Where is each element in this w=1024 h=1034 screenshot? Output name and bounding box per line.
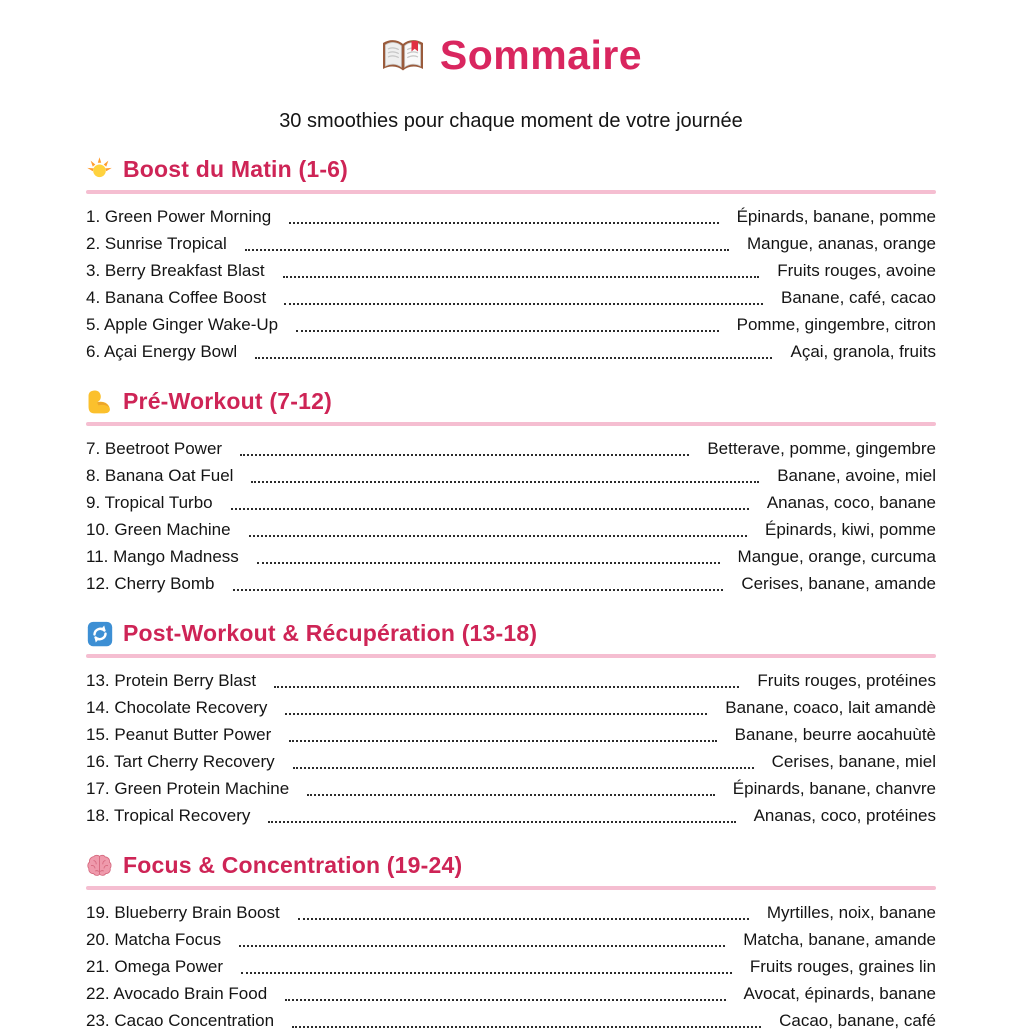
section-underline <box>86 654 936 658</box>
toc-row <box>86 489 936 516</box>
section-items <box>86 203 936 365</box>
toc-row <box>86 284 936 311</box>
item-ingredients: Pomme, gingembre, citron <box>736 315 936 334</box>
dotted-leader <box>249 535 747 537</box>
section-3 <box>86 620 936 829</box>
item-ingredients: Matcha, banane, amande <box>743 930 936 949</box>
item-label: 22. Avocado Brain Food <box>86 984 268 1003</box>
item-ingredients: Avocat, épinards, banane <box>743 984 936 1003</box>
section-title: Post-Workout & Récupération (13-18) <box>123 620 538 646</box>
toc-row <box>86 694 936 721</box>
toc-row <box>86 899 936 926</box>
section-underline <box>86 190 936 194</box>
item-ingredients: Myrtilles, noix, banane <box>766 903 936 922</box>
dotted-leader <box>298 918 749 920</box>
section-items <box>86 435 936 597</box>
sunrise-icon <box>86 156 113 183</box>
item-label: 20. Matcha Focus <box>86 930 222 949</box>
dotted-leader <box>241 972 732 974</box>
flexed-biceps-icon-slot <box>86 388 113 415</box>
dotted-leader <box>245 249 729 251</box>
page-title-row <box>86 32 936 79</box>
toc-row <box>86 230 936 257</box>
item-label: 14. Chocolate Recovery <box>86 698 268 717</box>
section-2 <box>86 388 936 597</box>
dotted-leader <box>251 481 759 483</box>
toc-row <box>86 257 936 284</box>
item-label: 4. Banana Coffee Boost <box>86 288 267 307</box>
toc-row <box>86 570 936 597</box>
dotted-leader <box>257 562 720 564</box>
toc-row <box>86 435 936 462</box>
dotted-leader <box>289 222 718 224</box>
toc-row <box>86 462 936 489</box>
dotted-leader <box>283 276 760 278</box>
item-ingredients: Fruits rouges, graines lin <box>749 957 936 976</box>
section-header <box>86 156 936 183</box>
item-label: 9. Tropical Turbo <box>86 493 213 512</box>
toc-row <box>86 953 936 980</box>
item-label: 15. Peanut Butter Power <box>86 725 272 744</box>
item-ingredients: Betterave, pomme, gingembre <box>707 439 936 458</box>
item-ingredients: Ananas, coco, banane <box>766 493 936 512</box>
toc-row <box>86 980 936 1007</box>
item-label: 2. Sunrise Tropical <box>86 234 227 253</box>
toc-row <box>86 775 936 802</box>
dotted-leader <box>285 713 707 715</box>
sunrise-icon-slot <box>86 156 113 183</box>
section-underline <box>86 886 936 890</box>
dotted-leader <box>293 767 754 769</box>
section-4 <box>86 852 936 1034</box>
toc-row <box>86 721 936 748</box>
arrows-cycle-icon-slot <box>86 620 113 647</box>
item-ingredients: Banane, coaco, lait amandè <box>725 698 936 717</box>
dotted-leader <box>307 794 715 796</box>
item-ingredients: Épinards, banane, chanvre <box>732 779 936 798</box>
brain-icon <box>86 853 113 878</box>
section-title: Pré-Workout (7-12) <box>123 388 332 414</box>
toc-row <box>86 338 936 365</box>
flexed-biceps-icon <box>86 388 113 415</box>
toc-row <box>86 926 936 953</box>
toc-row <box>86 203 936 230</box>
item-label: 1. Green Power Morning <box>86 207 272 226</box>
section-title: Focus & Concentration (19-24) <box>123 852 463 878</box>
dotted-leader <box>284 303 763 305</box>
dotted-leader <box>268 821 735 823</box>
toc-row <box>86 543 936 570</box>
item-label: 21. Omega Power <box>86 957 224 976</box>
item-label: 8. Banana Oat Fuel <box>86 466 234 485</box>
item-ingredients: Épinards, banane, pomme <box>736 207 936 226</box>
dotted-leader <box>274 686 739 688</box>
item-ingredients: Cerises, banane, amande <box>741 574 936 593</box>
item-label: 7. Beetroot Power <box>86 439 223 458</box>
item-label: 3. Berry Breakfast Blast <box>86 261 265 280</box>
toc-row <box>86 1007 936 1034</box>
dotted-leader <box>233 589 724 591</box>
dotted-leader <box>255 357 772 359</box>
brain-icon-slot <box>86 852 113 879</box>
sections <box>86 156 936 1034</box>
dotted-leader <box>285 999 725 1001</box>
item-label: 16. Tart Cherry Recovery <box>86 752 275 771</box>
item-ingredients: Banane, café, cacao <box>780 288 936 307</box>
toc-row <box>86 516 936 543</box>
arrows-cycle-icon <box>87 621 113 647</box>
open-book-icon <box>380 36 426 76</box>
section-header <box>86 852 936 879</box>
section-underline <box>86 422 936 426</box>
dotted-leader <box>240 454 689 456</box>
section-items <box>86 667 936 829</box>
dotted-leader <box>289 740 716 742</box>
item-ingredients: Cacao, banane, café <box>779 1011 936 1030</box>
toc-row <box>86 667 936 694</box>
item-ingredients: Açai, granola, fruits <box>790 342 936 361</box>
toc-row <box>86 748 936 775</box>
item-ingredients: Fruits rouges, protéines <box>757 671 936 690</box>
section-title: Boost du Matin (1-6) <box>123 156 349 182</box>
item-label: 23. Cacao Concentration <box>86 1011 275 1030</box>
item-label: 11. Mango Madness <box>86 547 239 566</box>
section-1 <box>86 156 936 365</box>
item-ingredients: Cerises, banane, miel <box>771 752 936 771</box>
item-label: 5. Apple Ginger Wake-Up <box>86 315 279 334</box>
item-ingredients: Banane, beurre aocahuùtè <box>734 725 936 744</box>
item-ingredients: Mangue, ananas, orange <box>746 234 936 253</box>
item-ingredients: Banane, avoine, miel <box>777 466 936 485</box>
section-header <box>86 620 936 647</box>
toc-row <box>86 311 936 338</box>
item-label: 13. Protein Berry Blast <box>86 671 257 690</box>
dotted-leader <box>292 1026 761 1028</box>
item-label: 6. Açai Energy Bowl <box>86 342 238 361</box>
dotted-leader <box>239 945 725 947</box>
toc-row <box>86 802 936 829</box>
page-title: Sommaire <box>439 32 643 78</box>
item-ingredients: Mangue, orange, curcuma <box>737 547 936 566</box>
item-ingredients: Épinards, kiwi, pomme <box>764 520 936 539</box>
dotted-leader <box>296 330 718 332</box>
dotted-leader <box>231 508 749 510</box>
item-label: 12. Cherry Bomb <box>86 574 215 593</box>
item-ingredients: Fruits rouges, avoine <box>777 261 936 280</box>
item-label: 17. Green Protein Machine <box>86 779 290 798</box>
page-subtitle: 30 smoothies pour chaque moment de votre journée <box>279 110 743 132</box>
item-label: 19. Blueberry Brain Boost <box>86 903 280 922</box>
section-items <box>86 899 936 1034</box>
open-book-icon-slot <box>380 36 426 76</box>
item-label: 10. Green Machine <box>86 520 231 539</box>
item-label: 18. Tropical Recovery <box>86 806 251 825</box>
section-header <box>86 388 936 415</box>
item-ingredients: Ananas, coco, protéines <box>753 806 936 825</box>
